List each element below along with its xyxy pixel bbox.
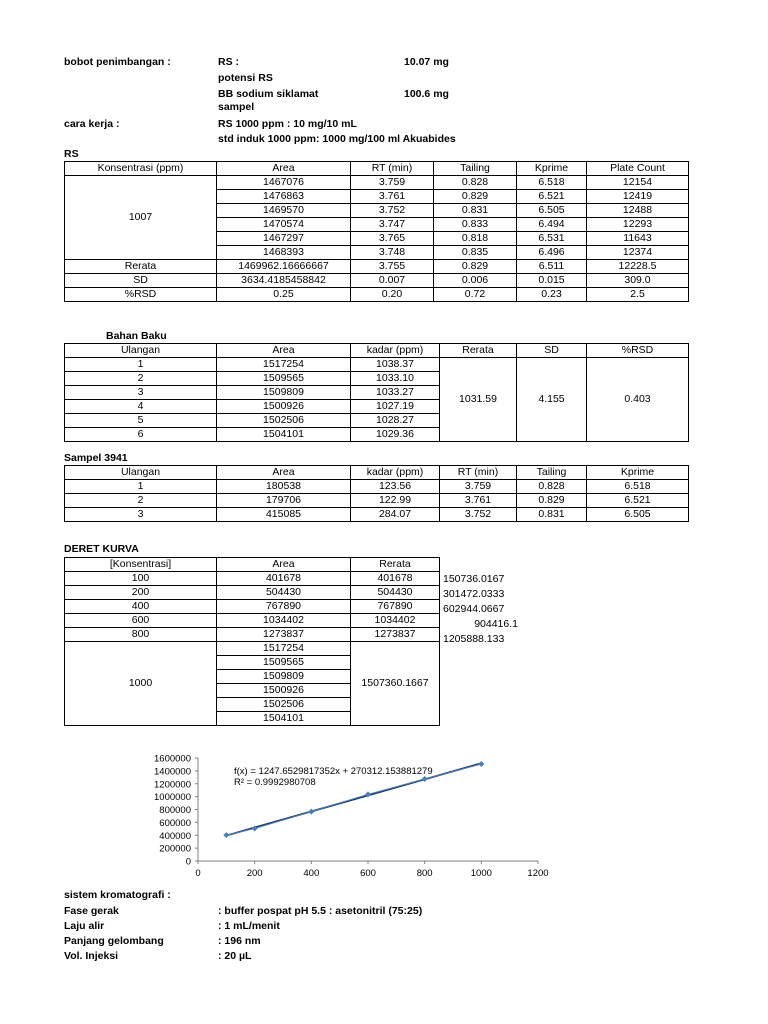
table-cell: 1034402: [217, 614, 351, 628]
table-cell: 0.828: [434, 176, 517, 190]
table-cell: 1273837: [351, 628, 440, 642]
table-cell: 0.20: [351, 288, 434, 302]
table-cell: 1476863: [217, 190, 351, 204]
deret-title: DERET KURVA: [64, 543, 139, 555]
x-tick-label: 1000: [470, 868, 492, 878]
rs-weight: 10.07 mg: [404, 56, 449, 68]
table-cell: 6.505: [517, 204, 587, 218]
deret-extra-value: 301472.0333: [443, 588, 505, 600]
data-point: [478, 761, 484, 767]
table-cell: 600: [65, 614, 217, 628]
header-cell: %RSD: [587, 344, 689, 358]
sistem-title: sistem kromatografi :: [64, 889, 171, 901]
table-row: [65, 572, 440, 586]
table-row: [65, 176, 689, 190]
rs-konsentrasi: 1007: [65, 176, 217, 260]
table-cell: 1500926: [217, 684, 351, 698]
table-cell: 1029.36: [351, 428, 440, 442]
header-cell: Tailing: [517, 466, 587, 480]
table-row: [65, 614, 440, 628]
rs-summary-row: [65, 288, 689, 302]
y-tick-label: 800000: [159, 805, 191, 816]
table-cell: 2: [65, 494, 217, 508]
table-cell: 3.747: [351, 218, 434, 232]
cara-line-2: std induk 1000 ppm: 1000 mg/100 ml Akuabides: [218, 133, 456, 145]
x-tick-label: 600: [360, 868, 376, 878]
sampel-label: sampel: [218, 101, 255, 113]
table-cell: 1517254: [217, 642, 351, 656]
table-cell: 6.521: [517, 190, 587, 204]
table-cell: 1028.27: [351, 414, 440, 428]
header-cell: [Konsentrasi]: [65, 558, 217, 572]
sampel-header-row: [65, 466, 689, 480]
table-cell: 0.835: [434, 246, 517, 260]
cara-label: cara kerja :: [64, 118, 120, 130]
table-cell: 3: [65, 508, 217, 522]
rs-summary-row: [65, 274, 689, 288]
table-cell: 5: [65, 414, 217, 428]
table-cell: 200: [65, 586, 217, 600]
table-cell: 11643: [587, 232, 689, 246]
table-cell: 1469570: [217, 204, 351, 218]
table-cell: 0.829: [517, 494, 587, 508]
table-cell: 1502506: [217, 698, 351, 712]
cara-line-1: RS 1000 ppm : 10 mg/10 mL: [218, 118, 357, 130]
table-cell: 6.496: [517, 246, 587, 260]
table-cell: 1033.10: [351, 372, 440, 386]
x-tick-label: 1200: [527, 868, 549, 878]
table-cell: 504430: [351, 586, 440, 600]
vol-injeksi-value: : 20 µL: [218, 950, 252, 962]
table-cell: 1509809: [217, 670, 351, 684]
table-cell: 12154: [587, 176, 689, 190]
rs-header-cell: Kprime: [517, 162, 587, 176]
fase-gerak-label: Fase gerak: [64, 905, 119, 917]
header-cell: Area: [217, 558, 351, 572]
table-cell: 0.833: [434, 218, 517, 232]
table-cell: 3.765: [351, 232, 434, 246]
summary-label: Rerata: [65, 260, 217, 274]
table-cell: 100: [65, 572, 217, 586]
table-cell: 1470574: [217, 218, 351, 232]
table-cell: 1504101: [217, 712, 351, 726]
x-tick-label: 200: [246, 868, 263, 878]
table-row: [65, 358, 689, 372]
sampel-title: Sampel 3941: [64, 452, 128, 464]
fase-gerak-value: : buffer pospat pH 5.5 : asetonitril (75:25): [218, 905, 423, 917]
panjang-gelombang-value: : 196 nm: [218, 935, 261, 947]
deret-extra-value: 904416.1: [474, 618, 518, 630]
header-cell: Ulangan: [65, 466, 217, 480]
table-cell: 0.831: [517, 508, 587, 522]
table-cell: 0.015: [517, 274, 587, 288]
deret-extra-value: 602944.0667: [443, 603, 505, 615]
header-cell: Rerata: [440, 344, 517, 358]
y-tick-label: 200000: [159, 843, 191, 855]
table-cell: 3.759: [351, 176, 434, 190]
table-cell: 3.761: [440, 494, 517, 508]
table-cell: 800: [65, 628, 217, 642]
header-cell: Area: [217, 344, 351, 358]
rs-header-cell: RT (min): [351, 162, 434, 176]
table-row: [65, 600, 440, 614]
table-cell: 1: [65, 480, 217, 494]
table-cell: 504430: [217, 586, 351, 600]
table-cell: 1509565: [217, 656, 351, 670]
table-cell: 12228.5: [587, 260, 689, 274]
table-cell: 0.006: [434, 274, 517, 288]
table-cell: 1034402: [351, 614, 440, 628]
deret-table: [64, 557, 440, 726]
table-cell: 4: [65, 400, 217, 414]
table-row: [65, 586, 440, 600]
header-cell: Area: [217, 466, 351, 480]
table-cell: 6.511: [517, 260, 587, 274]
potensi-label: potensi RS: [218, 72, 273, 84]
laju-alir-value: : 1 mL/menit: [218, 920, 280, 932]
panjang-gelombang-label: Panjang gelombang: [64, 935, 164, 947]
bb-weight: 100.6 mg: [404, 88, 449, 100]
table-cell: 6.521: [587, 494, 689, 508]
table-cell: 12293: [587, 218, 689, 232]
header-cell: Ulangan: [65, 344, 217, 358]
rs-table: [64, 161, 689, 302]
table-cell: 6.494: [517, 218, 587, 232]
y-tick-label: 600000: [159, 817, 191, 829]
header-cell: SD: [517, 344, 587, 358]
table-cell: 415085: [217, 508, 351, 522]
table-cell: 2: [65, 372, 217, 386]
table-cell: 0.829: [434, 190, 517, 204]
table-row: [65, 628, 440, 642]
table-cell: 1504101: [217, 428, 351, 442]
summary-label: SD: [65, 274, 217, 288]
table-cell: 0.818: [434, 232, 517, 246]
table-cell: 1468393: [217, 246, 351, 260]
header-cell: kadar (ppm): [351, 466, 440, 480]
laju-alir-label: Laju alir: [64, 920, 105, 932]
rs-summary-row: [65, 260, 689, 274]
y-tick-label: 1000000: [154, 792, 191, 804]
table-cell: 1467297: [217, 232, 351, 246]
table-cell: 1469962.16666667: [217, 260, 351, 274]
table-row: [65, 642, 440, 656]
bahan-baku-sd: 4.155: [517, 358, 587, 442]
table-cell: 1273837: [217, 628, 351, 642]
table-cell: 3.761: [351, 190, 434, 204]
bahan-baku-rsd: 0.403: [587, 358, 689, 442]
rs-header-row: [65, 162, 689, 176]
table-cell: 309.0: [587, 274, 689, 288]
rs-header-cell: Plate Count: [587, 162, 689, 176]
table-cell: 3.759: [440, 480, 517, 494]
vol-injeksi-label: Vol. Injeksi: [64, 950, 119, 962]
table-cell: 12374: [587, 246, 689, 260]
header-cell: kadar (ppm): [351, 344, 440, 358]
table-cell: 401678: [217, 572, 351, 586]
x-tick-label: 800: [416, 868, 433, 878]
deret-header-row: [65, 558, 440, 572]
table-cell: 3.752: [351, 204, 434, 218]
rs-label: RS :: [218, 56, 239, 68]
table-cell: 3.748: [351, 246, 434, 260]
table-cell: 1: [65, 358, 217, 372]
table-cell: 12419: [587, 190, 689, 204]
y-tick-label: 0: [185, 856, 191, 868]
x-tick-label: 400: [303, 868, 320, 878]
table-cell: 284.07: [351, 508, 440, 522]
bobot-label: bobot penimbangan :: [64, 56, 171, 68]
table-cell: 3.755: [351, 260, 434, 274]
y-tick-label: 400000: [159, 830, 191, 842]
bahan-baku-header-row: [65, 344, 689, 358]
table-row: [65, 480, 689, 494]
chart-r2: R² = 0.9992980708: [234, 777, 316, 788]
table-cell: 6.505: [587, 508, 689, 522]
table-row: [65, 508, 689, 522]
table-cell: 0.829: [434, 260, 517, 274]
table-cell: 179706: [217, 494, 351, 508]
table-cell: 2.5: [587, 288, 689, 302]
table-cell: 123.56: [351, 480, 440, 494]
table-cell: 6: [65, 428, 217, 442]
table-cell: 3634.4185458842: [217, 274, 351, 288]
deret-last-konsentrasi: 1000: [65, 642, 217, 726]
summary-label: %RSD: [65, 288, 217, 302]
table-cell: 6.518: [517, 176, 587, 190]
table-cell: 1509809: [217, 386, 351, 400]
rs-title: RS: [64, 148, 79, 160]
table-cell: 180538: [217, 480, 351, 494]
table-cell: 0.23: [517, 288, 587, 302]
table-cell: 0.25: [217, 288, 351, 302]
rs-header-cell: Konsentrasi (ppm): [65, 162, 217, 176]
table-cell: 1027.19: [351, 400, 440, 414]
deret-extra-value: 1205888.133: [443, 633, 505, 645]
table-cell: 0.72: [434, 288, 517, 302]
deret-extra-value: 150736.0167: [443, 573, 505, 585]
y-tick-label: 1200000: [154, 779, 191, 791]
table-cell: 1502506: [217, 414, 351, 428]
y-tick-label: 1400000: [154, 766, 191, 778]
table-cell: 1467076: [217, 176, 351, 190]
table-cell: 400: [65, 600, 217, 614]
table-cell: 1509565: [217, 372, 351, 386]
table-row: [65, 494, 689, 508]
data-point: [308, 809, 314, 815]
header-cell: Rerata: [351, 558, 440, 572]
chart-equation: f(x) = 1247.6529817352x + 270312.153881279: [234, 766, 433, 777]
header-cell: RT (min): [440, 466, 517, 480]
table-cell: 1500926: [217, 400, 351, 414]
data-point: [223, 832, 229, 838]
table-cell: 3.752: [440, 508, 517, 522]
calibration-chart: [150, 748, 570, 878]
table-cell: 0.828: [517, 480, 587, 494]
deret-last-rerata: 1507360.1667: [351, 642, 440, 726]
table-cell: 6.518: [587, 480, 689, 494]
table-cell: 401678: [351, 572, 440, 586]
sampel-table: [64, 465, 689, 522]
bahan-baku-title: Bahan Baku: [106, 330, 167, 342]
table-cell: 1033.27: [351, 386, 440, 400]
table-cell: 767890: [351, 600, 440, 614]
table-cell: 1517254: [217, 358, 351, 372]
table-cell: 12488: [587, 204, 689, 218]
header-cell: Kprime: [587, 466, 689, 480]
table-cell: 0.007: [351, 274, 434, 288]
table-cell: 1038.37: [351, 358, 440, 372]
table-cell: 122.99: [351, 494, 440, 508]
rs-header-cell: Tailing: [434, 162, 517, 176]
bb-label: BB sodium siklamat: [218, 88, 319, 100]
table-cell: 6.531: [517, 232, 587, 246]
x-tick-label: 0: [195, 868, 201, 878]
table-cell: 0.831: [434, 204, 517, 218]
bahan-baku-rerata: 1031.59: [440, 358, 517, 442]
bahan-baku-table: [64, 343, 689, 442]
rs-header-cell: Area: [217, 162, 351, 176]
table-cell: 767890: [217, 600, 351, 614]
table-cell: 3: [65, 386, 217, 400]
y-tick-label: 1600000: [154, 753, 191, 765]
